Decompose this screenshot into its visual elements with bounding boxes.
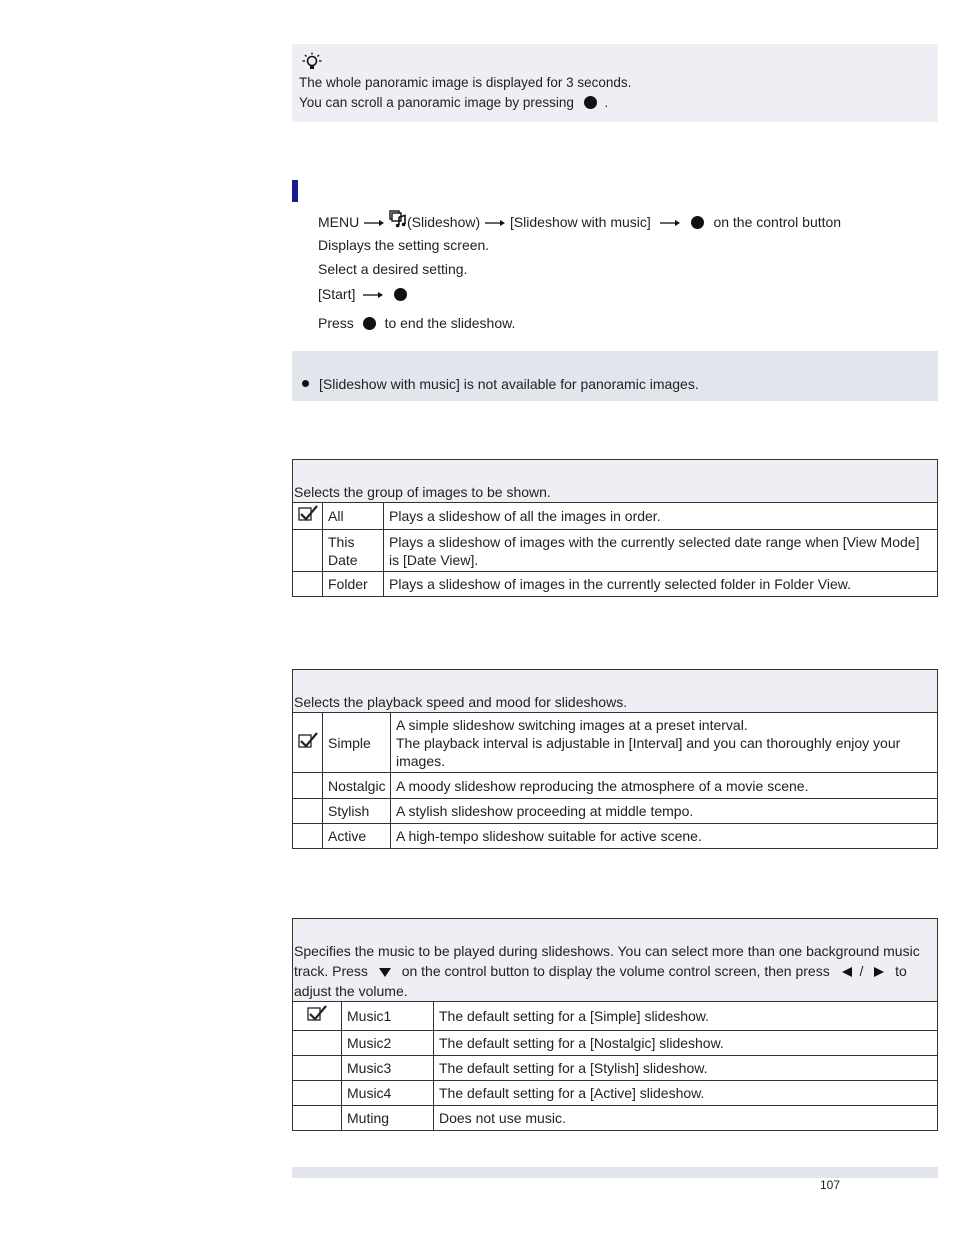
arrow-right-icon xyxy=(484,218,506,228)
option-name: Simple xyxy=(323,713,391,773)
option-desc: Plays a slideshow of images with the currently selected date range when [View Mode] is [Date View]. xyxy=(384,530,938,572)
center-button-icon xyxy=(691,216,704,229)
option-desc: A high-tempo slideshow suitable for active scene. xyxy=(391,824,938,849)
default-check-cell xyxy=(293,503,323,530)
tip-line-1: The whole panoramic image is displayed for 3 seconds. xyxy=(299,75,632,90)
option-desc: A moody slideshow reproducing the atmosphere of a movie scene. xyxy=(391,773,938,799)
center-button-icon xyxy=(584,96,597,109)
option-name: Music2 xyxy=(342,1031,434,1056)
checkmark-icon xyxy=(298,732,318,750)
slideshow-music-icon xyxy=(389,210,407,228)
left-arrow-icon xyxy=(839,965,855,979)
center-button-icon xyxy=(363,317,376,330)
music-select-table xyxy=(292,918,938,1131)
arrow-right-icon xyxy=(659,218,681,228)
option-name: Active xyxy=(323,824,391,849)
step-3: Select a desired setting. xyxy=(318,261,468,277)
section-heading-bar xyxy=(292,180,298,202)
down-arrow-icon xyxy=(377,965,393,979)
option-desc: Does not use music. xyxy=(434,1106,938,1131)
table-row xyxy=(293,824,938,849)
option-name: Folder xyxy=(323,572,384,597)
table-row xyxy=(293,799,938,824)
option-name: Music4 xyxy=(342,1081,434,1106)
page-number: 107 xyxy=(820,1178,841,1192)
option-desc: The default setting for a [Simple] slideshow. xyxy=(434,1002,938,1031)
option-name: This Date xyxy=(323,530,384,572)
table-row xyxy=(293,773,938,799)
table-row xyxy=(293,1002,938,1031)
table-row xyxy=(293,713,938,773)
tip-line-2: You can scroll a panoramic image by pressing . xyxy=(299,95,609,110)
option-desc: The default setting for a [Nostalgic] slideshow. xyxy=(434,1031,938,1056)
option-name: Music1 xyxy=(342,1002,434,1031)
step-4: [Start] xyxy=(318,286,407,302)
table-description: Selects the playback speed and mood for slideshows. xyxy=(293,670,938,713)
arrow-right-icon xyxy=(363,218,385,228)
tip-box xyxy=(292,44,938,122)
step-5: Press to end the slideshow. xyxy=(318,315,516,331)
step-1: MENU (Slideshow) [Slideshow with music] on the control button xyxy=(318,214,841,230)
note-box xyxy=(292,351,938,401)
right-arrow-icon xyxy=(871,965,887,979)
default-check-cell xyxy=(293,713,323,773)
option-name: Muting xyxy=(342,1106,434,1131)
table-row xyxy=(293,1056,938,1081)
checkmark-icon xyxy=(298,505,318,523)
option-name: Nostalgic xyxy=(323,773,391,799)
option-desc: Plays a slideshow of images in the currently selected folder in Folder View. xyxy=(384,572,938,597)
image-group-table xyxy=(292,459,938,597)
note-text: [Slideshow with music] is not available for panoramic images. xyxy=(319,376,699,392)
table-row xyxy=(293,503,938,530)
option-desc: Plays a slideshow of all the images in order. xyxy=(384,503,938,530)
table-row xyxy=(293,1081,938,1106)
option-name: Stylish xyxy=(323,799,391,824)
table-row xyxy=(293,1031,938,1056)
option-desc: A simple slideshow switching images at a preset interval. The playback interval is adjustable in [Interval] and you can thoroughly enjoy your images. xyxy=(391,713,938,773)
arrow-right-icon xyxy=(362,290,384,300)
option-desc: A stylish slideshow proceeding at middle tempo. xyxy=(391,799,938,824)
lightbulb-icon xyxy=(302,52,322,72)
table-row xyxy=(293,1106,938,1131)
default-check-cell xyxy=(293,1002,342,1031)
effects-table xyxy=(292,669,938,849)
option-name: Music3 xyxy=(342,1056,434,1081)
option-desc: The default setting for a [Active] slideshow. xyxy=(434,1081,938,1106)
step-2: Displays the setting screen. xyxy=(318,237,490,253)
center-button-icon xyxy=(394,288,407,301)
bullet-icon xyxy=(302,380,309,387)
checkmark-icon xyxy=(307,1005,327,1023)
table-row xyxy=(293,572,938,597)
footer-bar xyxy=(292,1167,938,1178)
table-description: Specifies the music to be played during slideshows. You can select more than one background music track. Press on the control button to display the volume control screen, then press / to adjust the volume. xyxy=(293,919,938,1002)
table-row xyxy=(293,530,938,572)
option-desc: The default setting for a [Stylish] slideshow. xyxy=(434,1056,938,1081)
option-name: All xyxy=(323,503,384,530)
table-description: Selects the group of images to be shown. xyxy=(293,460,938,503)
